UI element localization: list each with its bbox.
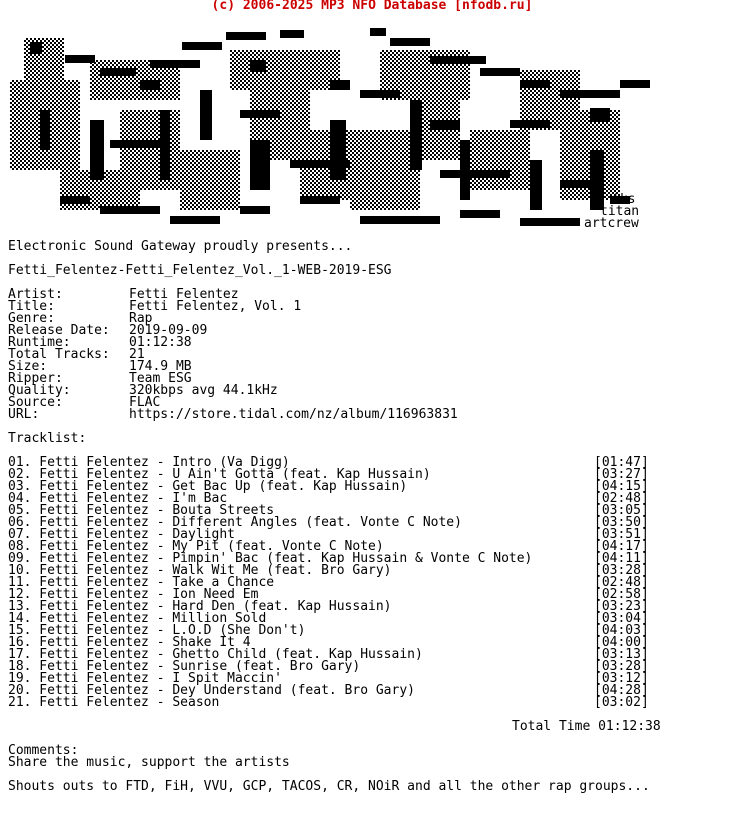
track-duration: [03:50] xyxy=(594,515,649,530)
track-duration: [02:48] xyxy=(594,491,649,506)
info-value: 01:12:38 xyxy=(129,335,192,350)
track-duration: [03:23] xyxy=(594,599,649,614)
info-label: URL: xyxy=(8,407,40,422)
track-duration: [03:02] xyxy=(594,695,649,710)
track-duration: [04:03] xyxy=(594,623,649,638)
track-duration: [04:15] xyxy=(594,479,649,494)
comments-heading: Comments: xyxy=(8,743,79,758)
site-credit: (c) 2006-2025 MP3 NFO Database [nfodb.ru] xyxy=(211,0,533,13)
track-title: 15. Fetti Felentez - L.O.D (She Don't) xyxy=(8,623,306,638)
track-title: 18. Fetti Felentez - Sunrise (feat. Bro Gary) xyxy=(8,659,361,674)
release-name: Fetti_Felentez-Fetti_Felentez_Vol._1-WEB-2019-ESG xyxy=(8,263,392,278)
track-title: 08. Fetti Felentez - My Pit (feat. Vonte C Note) xyxy=(8,539,384,554)
track-duration: [03:13] xyxy=(594,647,649,662)
track-title: 21. Fetti Felentez - Season xyxy=(8,695,220,710)
track-duration: [02:48] xyxy=(594,575,649,590)
track-duration: [04:11] xyxy=(594,551,649,566)
track-title: 19. Fetti Felentez - I Spit Maccin' xyxy=(8,671,282,686)
info-value: FLAC xyxy=(129,395,161,410)
album-url-link[interactable]: https://store.tidal.com/nz/album/116963831 xyxy=(129,407,458,422)
shoutouts: Shouts outs to FTD, FiH, VVU, GCP, TACOS, CR, NOiR and all the other rap groups... xyxy=(8,779,650,794)
logo-tag-titan: titan xyxy=(600,204,640,219)
track-title: 16. Fetti Felentez - Shake It 4 xyxy=(8,635,251,650)
info-value: Fetti Felentez xyxy=(129,287,239,302)
info-value: Fetti Felentez, Vol. 1 xyxy=(129,299,302,314)
track-title: 12. Fetti Felentez - Ion Need Em xyxy=(8,587,259,602)
track-title: 01. Fetti Felentez - Intro (Va Digg) xyxy=(8,455,290,470)
info-label: Size: xyxy=(8,359,48,374)
track-title: 13. Fetti Felentez - Hard Den (feat. Kap Hussain) xyxy=(8,599,392,614)
info-label: Runtime: xyxy=(8,335,71,350)
logo-tag-artcrew: artcrew xyxy=(584,216,639,231)
total-time: Total Time 01:12:38 xyxy=(512,719,661,734)
tracklist-heading: Tracklist: xyxy=(8,431,87,446)
track-title: 04. Fetti Felentez - I'm Bac xyxy=(8,491,228,506)
track-title: 20. Fetti Felentez - Dey Understand (feat. Bro Gary) xyxy=(8,683,415,698)
info-value: Rap xyxy=(129,311,153,326)
info-value: Team ESG xyxy=(129,371,192,386)
track-duration: [02:58] xyxy=(594,587,649,602)
track-duration: [04:00] xyxy=(594,635,649,650)
info-value: 174.9 MB xyxy=(129,359,192,374)
info-value: 2019-09-09 xyxy=(129,323,208,338)
info-label: Total Tracks: xyxy=(8,347,110,362)
track-title: 06. Fetti Felentez - Different Angles (feat. Vonte C Note) xyxy=(8,515,462,530)
info-label: Title: xyxy=(8,299,55,314)
track-duration: [01:47] xyxy=(594,455,649,470)
track-title: 09. Fetti Felentez - Pimpin' Bac (feat. Kap Hussain & Vonte C Note) xyxy=(8,551,533,566)
logo-tag-iks: iks xyxy=(612,192,636,207)
info-value: 21 xyxy=(129,347,145,362)
info-label: Source: xyxy=(8,395,63,410)
track-title: 05. Fetti Felentez - Bouta Streets xyxy=(8,503,275,518)
track-title: 11. Fetti Felentez - Take a Chance xyxy=(8,575,275,590)
track-title: 14. Fetti Felentez - Million Sold xyxy=(8,611,267,626)
info-value: 320kbps avg 44.1kHz xyxy=(129,383,278,398)
track-title: 07. Fetti Felentez - Daylight xyxy=(8,527,235,542)
comments-text: Share the music, support the artists xyxy=(8,755,290,770)
track-duration: [03:04] xyxy=(594,611,649,626)
info-label: Genre: xyxy=(8,311,55,326)
info-label: Artist: xyxy=(8,287,63,302)
track-duration: [03:27] xyxy=(594,467,649,482)
presents-line: Electronic Sound Gateway proudly presents... xyxy=(8,239,353,254)
info-label: Release Date: xyxy=(8,323,110,338)
track-duration: [04:17] xyxy=(594,539,649,554)
track-duration: [03:12] xyxy=(594,671,649,686)
track-duration: [03:51] xyxy=(594,527,649,542)
track-duration: [03:28] xyxy=(594,659,649,674)
track-title: 17. Fetti Felentez - Ghetto Child (feat. Kap Hussain) xyxy=(8,647,423,662)
track-duration: [03:28] xyxy=(594,563,649,578)
track-title: 02. Fetti Felentez - U Ain't Gotta (feat. Kap Hussain) xyxy=(8,467,431,482)
track-duration: [04:28] xyxy=(594,683,649,698)
track-title: 10. Fetti Felentez - Walk Wit Me (feat. Bro Gary) xyxy=(8,563,392,578)
track-duration: [03:05] xyxy=(594,503,649,518)
track-title: 03. Fetti Felentez - Get Bac Up (feat. Kap Hussain) xyxy=(8,479,408,494)
info-label: Ripper: xyxy=(8,371,63,386)
info-label: Quality: xyxy=(8,383,71,398)
